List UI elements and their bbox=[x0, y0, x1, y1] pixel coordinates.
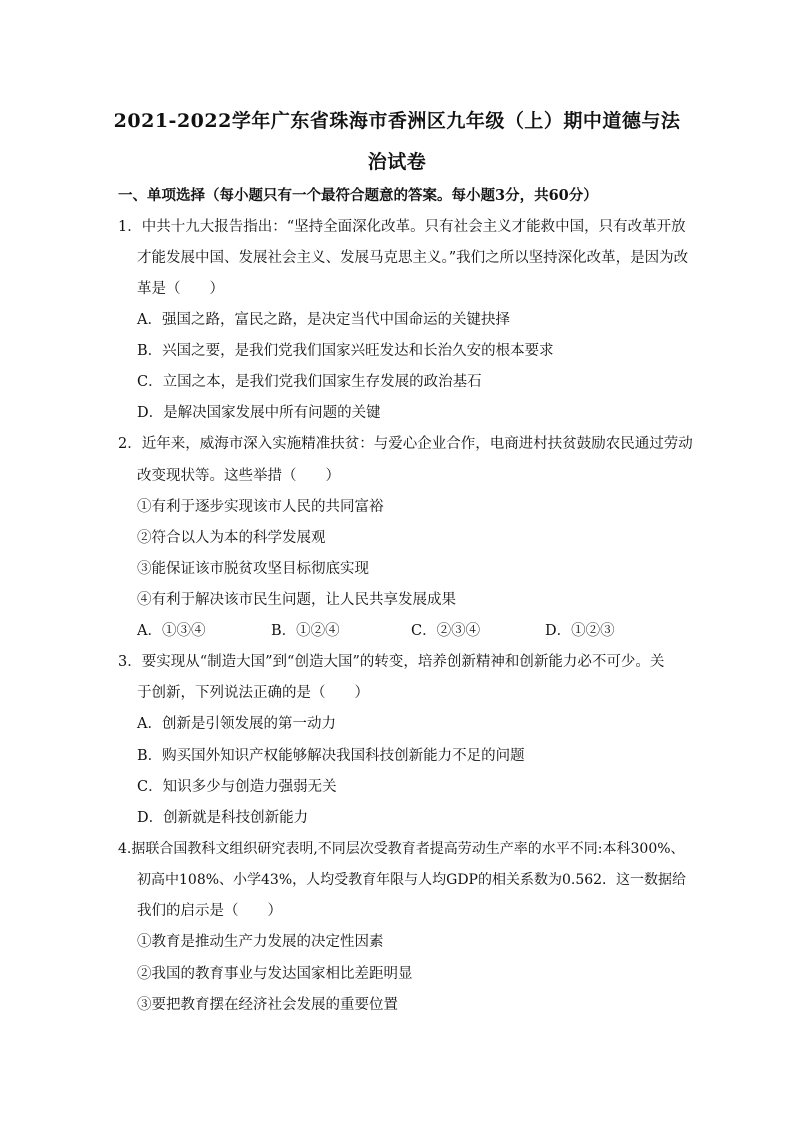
q1-option-b: B．兴国之要，是我们党我们国家兴旺发达和长治久安的根本要求 bbox=[137, 343, 554, 359]
q1-stem-line3: 革是（ ） bbox=[137, 281, 224, 297]
q4-stem-line3: 我们的启示是（ ） bbox=[137, 903, 282, 919]
q3-option-a: A．创新是引领发展的第一动力 bbox=[137, 716, 336, 732]
section-heading: 一、单项选择（每小题只有一个最符合题意的答案。每小题3分，共60分） bbox=[118, 187, 598, 204]
q2-statement-3: ③能保证该市脱贫攻坚目标彻底实现 bbox=[137, 561, 369, 577]
q4-statement-3: ③要把教育摆在经济社会发展的重要位置 bbox=[137, 997, 398, 1013]
q3-stem-line1: 3．要实现从“制造大国”到“创造大国”的转变，培养创新精神和创新能力必不可少。关 bbox=[118, 654, 665, 670]
q1-stem-line2: 才能发展中国、发展社会主义、发展马克思主义。”我们之所以坚持深化改革，是因为改 bbox=[137, 250, 689, 266]
q2-option-c: C．②③④ bbox=[411, 623, 481, 639]
page-title-line1: 2021-2022学年广东省珠海市香洲区九年级（上）期中道德与法 bbox=[113, 110, 681, 132]
q3-option-b: B．购买国外知识产权能够解决我国科技创新能力不足的问题 bbox=[137, 748, 525, 764]
q1-stem-line1: 1．中共十九大报告指出：“坚持全面深化改革。只有社会主义才能救中国，只有改革开放 bbox=[118, 219, 686, 235]
q1-option-c: C．立国之本，是我们党我们国家生存发展的政治基石 bbox=[137, 374, 482, 390]
q3-option-c: C．知识多少与创造力强弱无关 bbox=[137, 779, 337, 795]
q4-stem-line1: 4.据联合国教科文组织研究表明,不同层次受教育者提高劳动生产率的水平不同:本科300%、 bbox=[118, 841, 685, 857]
q4-stem-line2: 初高中108%、小学43%，人均受教育年限与人均GDP的相关系数为0.562．这一数据给 bbox=[137, 872, 687, 888]
q2-stem-line2: 改变现状等。这些举措（ ） bbox=[137, 468, 340, 484]
q2-statement-1: ①有利于逐步实现该市人民的共同富裕 bbox=[137, 499, 384, 515]
q4-statement-2: ②我国的教育事业与发达国家相比差距明显 bbox=[137, 966, 413, 982]
q1-option-a: A．强国之路，富民之路，是决定当代中国命运的关键抉择 bbox=[137, 312, 510, 328]
q2-statement-4: ④有利于解决该市民生问题，让人民共享发展成果 bbox=[137, 592, 456, 608]
page-title-line2: 治试卷 bbox=[367, 151, 427, 173]
q2-option-d: D．①②③ bbox=[545, 623, 615, 639]
q2-stem-line1: 2．近年来，威海市深入实施精准扶贫：与爱心企业合作，电商进村扶贫鼓励农民通过劳动 bbox=[118, 436, 693, 452]
q2-option-b: B．①②④ bbox=[271, 623, 340, 639]
q2-statement-2: ②符合以人为本的科学发展观 bbox=[137, 530, 326, 546]
q2-option-a: A．①③④ bbox=[137, 623, 206, 639]
q1-option-d: D．是解决国家发展中所有问题的关键 bbox=[137, 405, 381, 421]
q3-stem-line2: 于创新，下列说法正确的是（ ） bbox=[137, 685, 369, 701]
q4-statement-1: ①教育是推动生产力发展的决定性因素 bbox=[137, 934, 384, 950]
q3-option-d: D．创新就是科技创新能力 bbox=[137, 810, 309, 826]
